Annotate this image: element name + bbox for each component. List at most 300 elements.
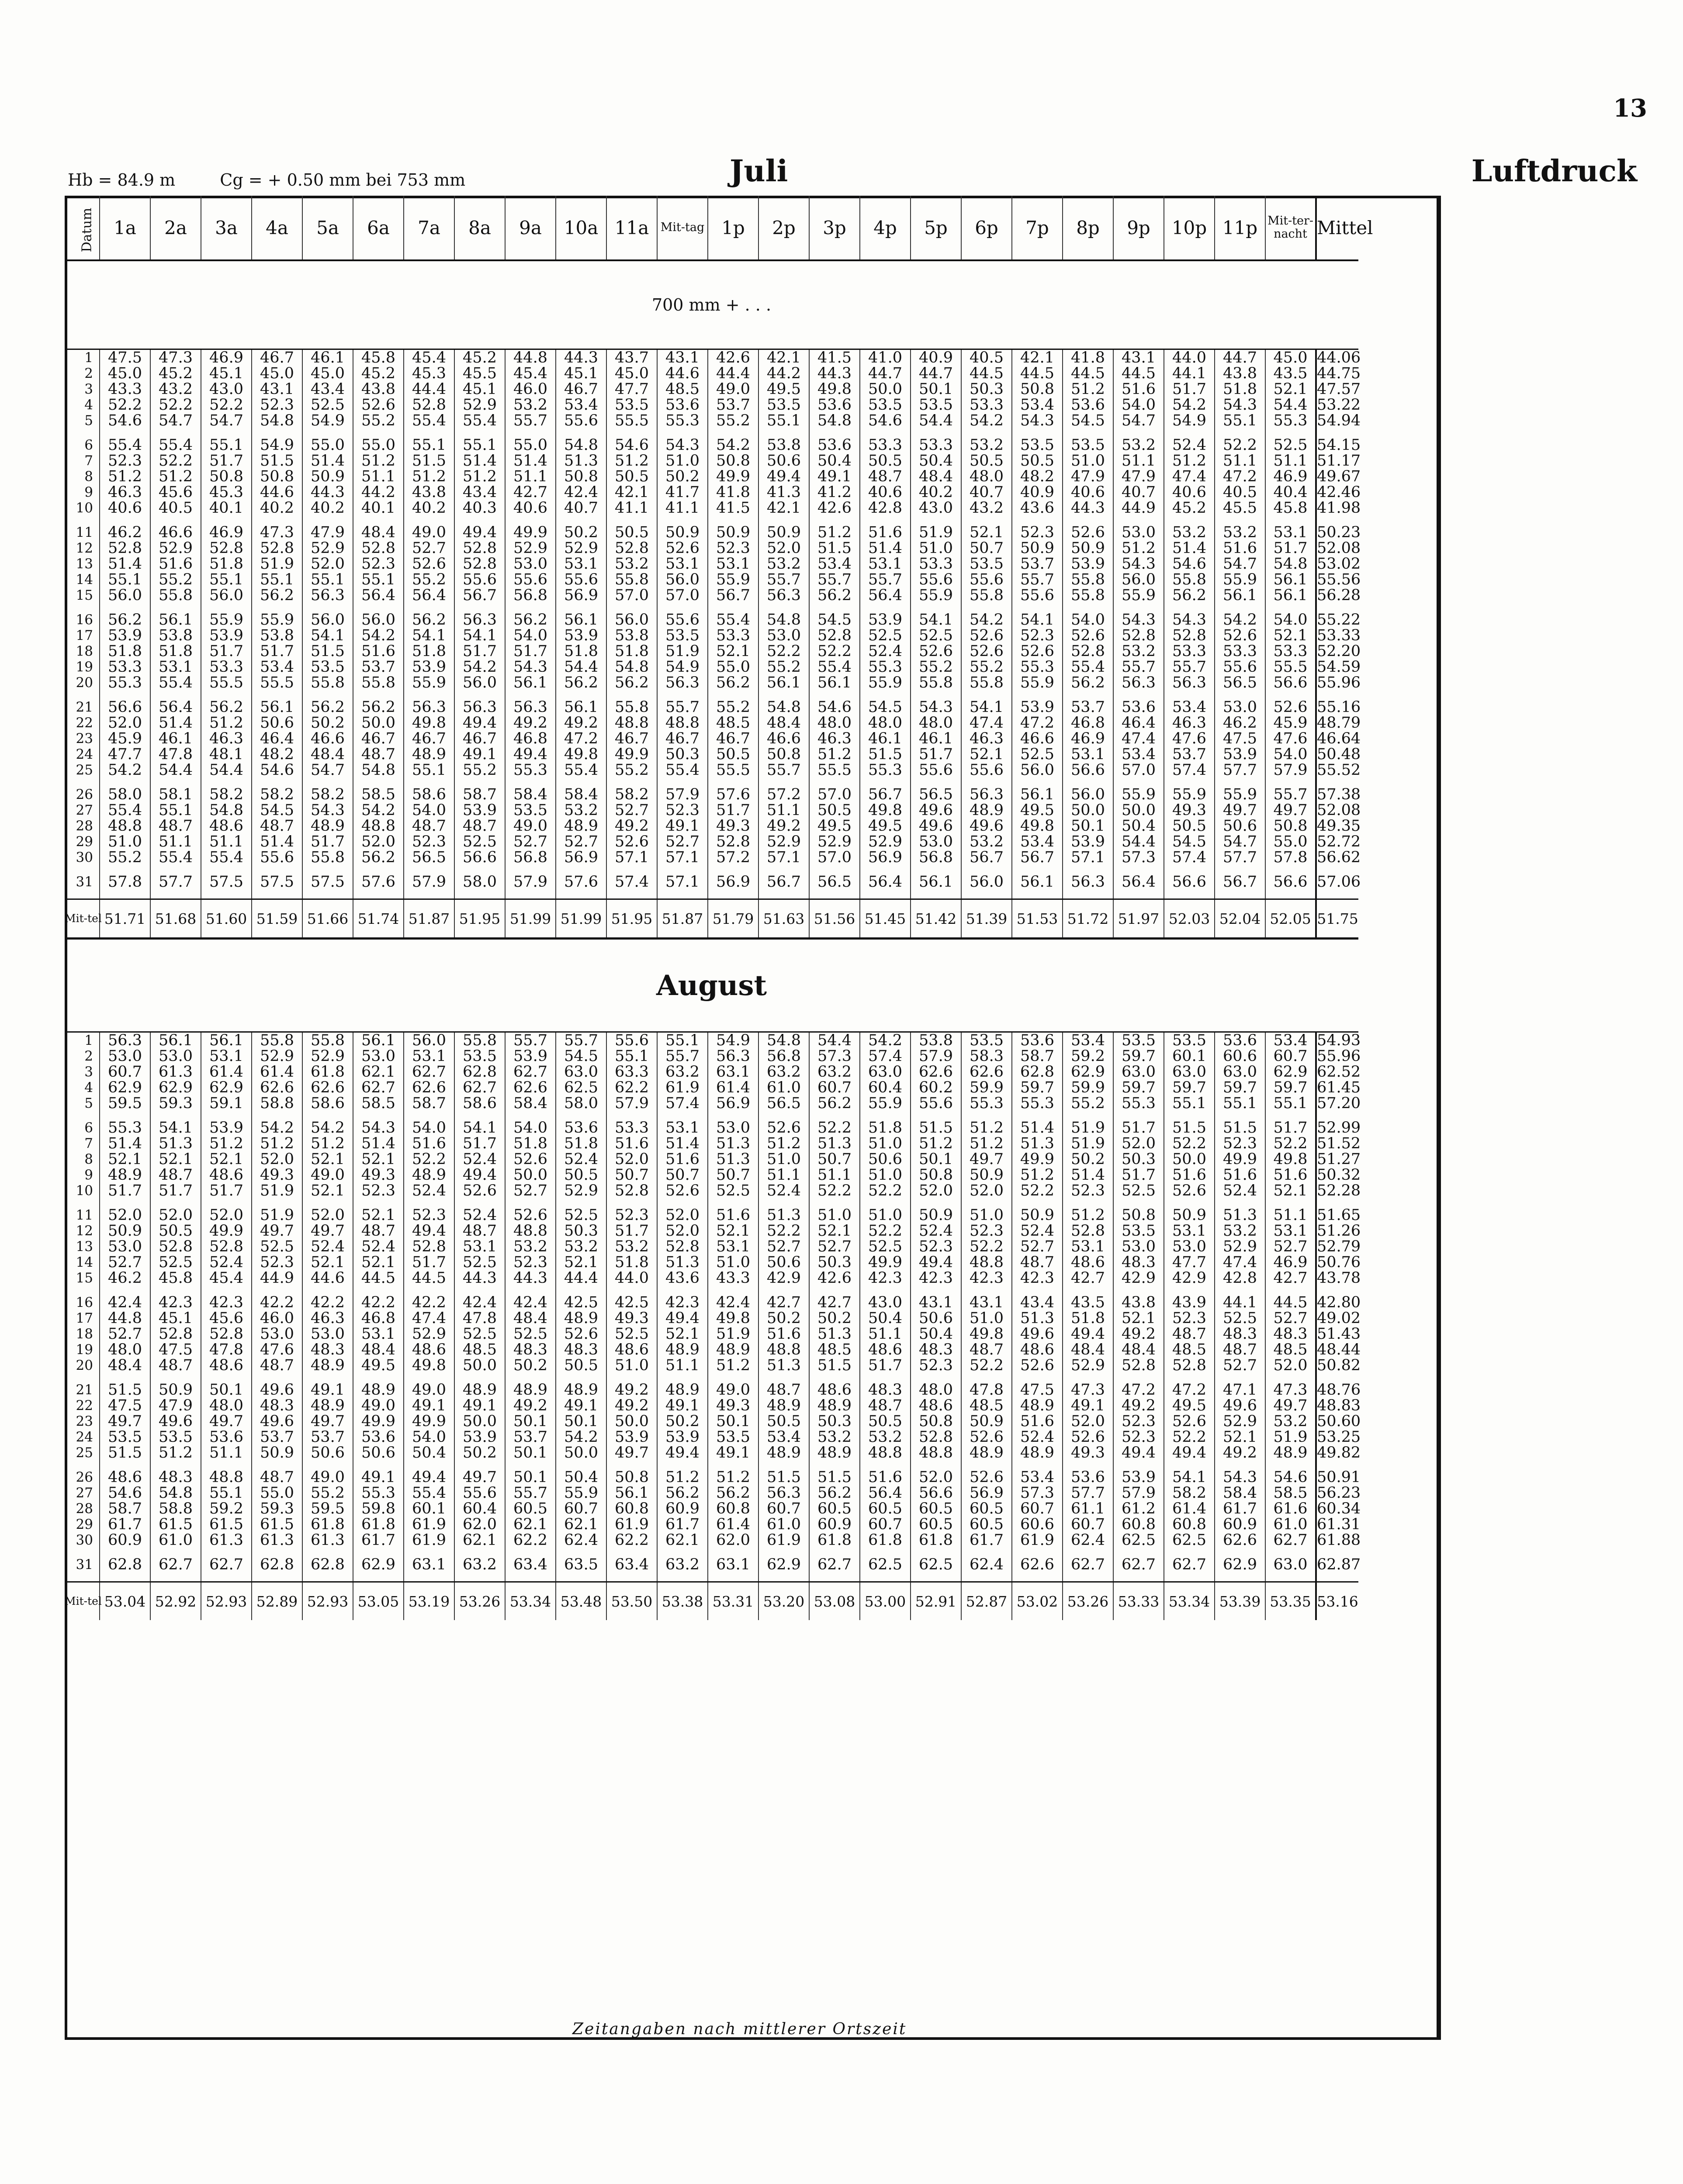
value-cell: 44.7	[1215, 349, 1265, 366]
value-cell: 50.5	[606, 469, 657, 484]
value-cell: 47.6	[1265, 731, 1316, 746]
value-cell: 62.6	[1012, 1557, 1063, 1572]
day-cell: 4	[84, 397, 93, 413]
table-row	[65, 1270, 1441, 1286]
value-cell: 51.0	[961, 1207, 1012, 1223]
value-cell: 55.8	[150, 587, 201, 603]
value-cell: 42.2	[252, 1295, 302, 1310]
value-cell: 60.7	[809, 1080, 860, 1095]
value-cell: 55.2	[150, 572, 201, 587]
value-cell: 45.1	[150, 1310, 201, 1326]
value-cell: 51.1	[505, 469, 556, 484]
value-cell: 62.6	[302, 1080, 353, 1095]
value-cell: 51.2	[961, 1136, 1012, 1151]
value-cell: 42.8	[860, 500, 911, 516]
station-header	[68, 170, 505, 190]
value-cell: 48.8	[911, 1445, 961, 1461]
value-cell: 60.5	[809, 1501, 860, 1517]
value-cell: 44.0	[1164, 349, 1215, 366]
value-cell: 48.9	[556, 1382, 606, 1398]
value-cell: 54.1	[454, 628, 505, 643]
value-cell: 55.16	[1317, 698, 1361, 716]
value-cell: 52.6	[454, 1183, 505, 1199]
value-cell: 55.8	[302, 675, 353, 691]
value-cell: 55.0	[708, 659, 758, 675]
value-cell: 44.8	[505, 349, 556, 366]
value-cell: 51.9	[708, 1326, 758, 1342]
value-cell: 56.1	[556, 699, 606, 715]
value-cell: 59.2	[1063, 1048, 1113, 1064]
value-cell: 49.5	[353, 1358, 404, 1373]
value-cell: 53.2	[961, 437, 1012, 453]
value-cell: 50.7	[657, 1167, 708, 1183]
value-cell: 53.5	[302, 659, 353, 675]
value-cell: 55.4	[201, 850, 252, 865]
value-cell: 42.5	[556, 1295, 606, 1310]
value-cell: 46.7	[404, 731, 454, 746]
table-row	[65, 1358, 1441, 1373]
value-cell: 61.31	[1317, 1516, 1361, 1533]
value-cell: 58.0	[556, 1095, 606, 1111]
value-cell: 52.4	[201, 1254, 252, 1270]
value-cell: 52.9	[809, 834, 860, 850]
value-cell: 51.3	[1012, 1310, 1063, 1326]
mittel-cell: 51.87	[404, 899, 454, 939]
value-cell: 56.2	[556, 675, 606, 691]
value-cell: 50.9	[1012, 1207, 1063, 1223]
value-cell: 53.0	[150, 1048, 201, 1064]
value-cell: 51.5	[100, 1445, 150, 1461]
value-cell: 50.0	[606, 1413, 657, 1429]
table-row	[65, 484, 1441, 500]
value-cell: 55.5	[252, 675, 302, 691]
value-cell: 49.8	[1012, 818, 1063, 834]
value-cell: 51.8	[150, 643, 201, 659]
value-cell: 49.2	[505, 715, 556, 731]
value-cell: 43.0	[860, 1295, 911, 1310]
value-cell: 52.7	[758, 1239, 809, 1254]
value-cell: 56.5	[404, 850, 454, 865]
value-cell: 50.60	[1317, 1413, 1361, 1430]
value-cell: 48.4	[1063, 1342, 1113, 1358]
value-cell: 55.7	[860, 572, 911, 587]
value-cell: 52.9	[758, 834, 809, 850]
value-cell: 46.6	[302, 731, 353, 746]
value-cell: 51.4	[353, 1136, 404, 1151]
value-cell: 51.5	[252, 453, 302, 469]
table-row	[65, 381, 1441, 397]
mittel-cell: 52.93	[201, 1582, 252, 1621]
value-cell: 50.9	[302, 469, 353, 484]
value-cell: 49.9	[201, 1223, 252, 1239]
value-cell: 43.1	[657, 349, 708, 366]
value-cell: 56.4	[860, 874, 911, 890]
value-cell: 58.7	[100, 1501, 150, 1517]
value-cell: 45.6	[201, 1310, 252, 1326]
day-cell: 17	[76, 1310, 93, 1326]
value-cell: 53.1	[708, 556, 758, 572]
value-cell: 53.3	[1215, 643, 1265, 659]
value-cell: 56.2	[657, 1485, 708, 1501]
value-cell: 51.7	[1113, 1167, 1164, 1183]
value-cell: 45.2	[150, 366, 201, 381]
value-cell: 51.1	[1215, 453, 1265, 469]
value-cell: 56.2	[606, 675, 657, 691]
value-cell: 49.0	[302, 1167, 353, 1183]
value-cell: 53.9	[1215, 746, 1265, 762]
value-cell: 52.72	[1317, 833, 1361, 850]
day-cell: 8	[84, 469, 93, 484]
value-cell: 53.7	[353, 659, 404, 675]
value-cell: 57.0	[809, 850, 860, 865]
value-cell: 57.4	[1164, 762, 1215, 778]
value-cell: 42.3	[911, 1270, 961, 1286]
value-cell: 63.0	[860, 1064, 911, 1080]
value-cell: 49.6	[150, 1413, 201, 1429]
value-cell: 52.6	[505, 1151, 556, 1167]
value-cell: 42.7	[758, 1295, 809, 1310]
value-cell: 53.9	[1063, 834, 1113, 850]
value-cell: 51.6	[353, 643, 404, 659]
value-cell: 48.4	[505, 1310, 556, 1326]
value-cell: 52.7	[404, 540, 454, 556]
value-cell: 52.5	[708, 1183, 758, 1199]
value-cell: 52.5	[860, 628, 911, 643]
value-cell: 62.5	[556, 1080, 606, 1095]
value-cell: 55.6	[911, 572, 961, 587]
value-cell: 60.5	[860, 1501, 911, 1517]
value-cell: 46.7	[252, 349, 302, 366]
value-cell: 63.2	[758, 1064, 809, 1080]
value-cell: 51.7	[911, 746, 961, 762]
value-cell: 52.1	[708, 1223, 758, 1239]
value-cell: 55.4	[404, 413, 454, 429]
value-cell: 47.57	[1317, 380, 1361, 398]
value-cell: 45.0	[606, 366, 657, 381]
value-cell: 54.7	[201, 413, 252, 429]
value-cell: 58.8	[150, 1501, 201, 1517]
value-cell: 47.3	[1265, 1382, 1316, 1398]
value-cell: 62.2	[606, 1532, 657, 1548]
value-cell: 53.2	[1265, 1413, 1316, 1429]
value-cell: 55.4	[708, 612, 758, 628]
value-cell: 56.2	[809, 1095, 860, 1111]
value-cell: 54.9	[302, 413, 353, 429]
value-cell: 62.4	[556, 1532, 606, 1548]
value-cell: 54.59	[1317, 658, 1361, 676]
value-cell: 53.0	[505, 556, 556, 572]
value-cell: 60.7	[860, 1517, 911, 1532]
value-cell: 56.5	[809, 874, 860, 890]
value-cell: 44.06	[1317, 349, 1361, 366]
value-cell: 45.2	[454, 349, 505, 366]
value-cell: 56.5	[911, 787, 961, 802]
value-cell: 52.8	[201, 1326, 252, 1342]
value-cell: 47.7	[606, 381, 657, 397]
value-cell: 42.46	[1317, 484, 1361, 501]
value-cell: 62.9	[1215, 1557, 1265, 1572]
value-cell: 52.6	[404, 556, 454, 572]
value-cell: 48.7	[353, 1223, 404, 1239]
value-cell: 58.5	[353, 787, 404, 802]
value-cell: 56.2	[353, 850, 404, 865]
value-cell: 50.4	[1113, 818, 1164, 834]
value-cell: 52.6	[657, 540, 708, 556]
table-row	[65, 746, 1441, 762]
value-cell: 53.0	[1113, 525, 1164, 540]
value-cell: 43.9	[1164, 1295, 1215, 1310]
value-cell: 53.6	[201, 1429, 252, 1445]
value-cell: 54.1	[1012, 612, 1063, 628]
value-cell: 49.2	[556, 715, 606, 731]
value-cell: 49.7	[961, 1151, 1012, 1167]
value-cell: 57.2	[708, 850, 758, 865]
value-cell: 51.5	[1164, 1120, 1215, 1136]
value-cell: 47.9	[302, 525, 353, 540]
value-cell: 55.4	[100, 437, 150, 453]
day-cell: 2	[84, 366, 93, 381]
value-cell: 50.1	[1063, 818, 1113, 834]
value-cell: 53.9	[657, 1429, 708, 1445]
value-cell: 49.4	[505, 746, 556, 762]
value-cell: 52.9	[556, 540, 606, 556]
value-cell: 57.9	[1265, 762, 1316, 778]
value-cell: 54.3	[302, 802, 353, 818]
value-cell: 53.5	[961, 1032, 1012, 1049]
value-cell: 43.0	[201, 381, 252, 397]
value-cell: 54.1	[150, 1120, 201, 1136]
value-cell: 59.8	[353, 1501, 404, 1517]
value-cell: 57.9	[606, 1095, 657, 1111]
value-cell: 55.6	[961, 762, 1012, 778]
value-cell: 52.0	[100, 1207, 150, 1223]
value-cell: 51.7	[1164, 381, 1215, 397]
value-cell: 52.5	[150, 1254, 201, 1270]
value-cell: 56.2	[708, 675, 758, 691]
value-cell: 48.9	[556, 818, 606, 834]
value-cell: 48.8	[505, 1223, 556, 1239]
value-cell: 42.3	[150, 1295, 201, 1310]
value-cell: 46.2	[1215, 715, 1265, 731]
value-cell: 53.7	[1063, 699, 1113, 715]
value-cell: 45.1	[201, 366, 252, 381]
value-cell: 56.3	[657, 675, 708, 691]
mittel-cell: 53.20	[758, 1582, 809, 1621]
value-cell: 42.80	[1317, 1294, 1361, 1311]
value-cell: 61.0	[758, 1080, 809, 1095]
value-cell: 63.2	[657, 1557, 708, 1572]
value-cell: 56.23	[1317, 1484, 1361, 1502]
table-row	[65, 1295, 1441, 1310]
value-cell: 42.5	[606, 1295, 657, 1310]
value-cell: 50.5	[556, 1167, 606, 1183]
value-cell: 49.8	[860, 802, 911, 818]
value-cell: 40.5	[150, 500, 201, 516]
value-cell: 50.5	[556, 1358, 606, 1373]
value-cell: 52.6	[961, 1469, 1012, 1485]
value-cell: 50.1	[505, 1413, 556, 1429]
value-cell: 48.9	[302, 818, 353, 834]
value-cell: 51.0	[708, 1254, 758, 1270]
value-cell: 47.2	[1113, 1382, 1164, 1398]
value-cell: 53.0	[353, 1048, 404, 1064]
value-cell: 46.0	[252, 1310, 302, 1326]
value-cell: 62.8	[100, 1557, 150, 1572]
section-title: August	[65, 939, 1358, 1032]
value-cell: 51.9	[252, 1183, 302, 1199]
value-cell: 48.7	[252, 1469, 302, 1485]
value-cell: 56.5	[1215, 675, 1265, 691]
value-cell: 51.2	[252, 1136, 302, 1151]
value-cell: 48.9	[404, 1167, 454, 1183]
value-cell: 46.9	[1265, 469, 1316, 484]
value-cell: 51.26	[1317, 1222, 1361, 1240]
value-cell: 52.6	[1164, 1183, 1215, 1199]
value-cell: 53.9	[1063, 556, 1113, 572]
value-cell: 51.0	[860, 1207, 911, 1223]
value-cell: 51.6	[860, 525, 911, 540]
value-cell: 52.3	[404, 834, 454, 850]
value-cell: 52.0	[1265, 1358, 1316, 1373]
value-cell: 60.8	[708, 1501, 758, 1517]
value-cell: 55.7	[1164, 659, 1215, 675]
value-cell: 62.6	[252, 1080, 302, 1095]
value-cell: 52.28	[1317, 1182, 1361, 1199]
value-cell: 57.3	[1113, 850, 1164, 865]
value-cell: 51.52	[1317, 1135, 1361, 1152]
value-cell: 57.7	[1215, 850, 1265, 865]
value-cell: 56.7	[1215, 874, 1265, 890]
value-cell: 53.9	[860, 612, 911, 628]
value-cell: 48.8	[100, 818, 150, 834]
value-cell: 46.3	[1164, 715, 1215, 731]
value-cell: 56.3	[505, 699, 556, 715]
value-cell: 40.9	[1012, 484, 1063, 500]
value-cell: 53.1	[556, 556, 606, 572]
value-cell: 57.4	[606, 874, 657, 890]
value-cell: 55.7	[556, 1032, 606, 1049]
value-cell: 52.5	[860, 1239, 911, 1254]
value-cell: 63.4	[606, 1557, 657, 1572]
value-cell: 50.3	[1113, 1151, 1164, 1167]
value-cell: 47.5	[100, 349, 150, 366]
value-cell: 58.3	[961, 1048, 1012, 1064]
table-row	[65, 1032, 1441, 1049]
value-cell: 55.3	[505, 762, 556, 778]
value-cell: 45.2	[1164, 500, 1215, 516]
value-cell: 62.0	[454, 1517, 505, 1532]
value-cell: 49.2	[606, 1398, 657, 1413]
value-cell: 61.9	[404, 1532, 454, 1548]
value-cell: 51.6	[708, 1207, 758, 1223]
mittel-cell: 51.66	[302, 899, 353, 939]
value-cell: 51.8	[556, 643, 606, 659]
value-cell: 52.2	[809, 643, 860, 659]
value-cell: 56.1	[150, 1032, 201, 1049]
value-cell: 54.3	[657, 437, 708, 453]
value-cell: 48.76	[1317, 1381, 1361, 1399]
table-row	[65, 1048, 1441, 1064]
value-cell: 62.4	[961, 1557, 1012, 1572]
value-cell: 42.1	[606, 484, 657, 500]
value-cell: 49.3	[353, 1167, 404, 1183]
value-cell: 49.0	[505, 818, 556, 834]
value-cell: 56.2	[505, 612, 556, 628]
value-cell: 58.2	[302, 787, 353, 802]
value-cell: 48.3	[1215, 1326, 1265, 1342]
value-cell: 49.1	[809, 469, 860, 484]
value-cell: 57.6	[708, 787, 758, 802]
value-cell: 53.33	[1317, 627, 1361, 644]
value-cell: 52.6	[1265, 699, 1316, 715]
value-cell: 52.9	[860, 834, 911, 850]
value-cell: 53.9	[454, 802, 505, 818]
value-cell: 46.3	[302, 1310, 353, 1326]
value-cell: 53.5	[1012, 437, 1063, 453]
value-cell: 51.6	[1113, 381, 1164, 397]
value-cell: 49.1	[454, 1398, 505, 1413]
value-cell: 55.2	[302, 1485, 353, 1501]
value-cell: 49.0	[353, 1398, 404, 1413]
value-cell: 47.8	[961, 1382, 1012, 1398]
value-cell: 52.8	[1164, 628, 1215, 643]
day-cell: 4	[84, 1080, 93, 1095]
value-cell: 51.2	[606, 453, 657, 469]
value-cell: 54.5	[556, 1048, 606, 1064]
value-cell: 55.4	[1063, 659, 1113, 675]
value-cell: 49.4	[454, 715, 505, 731]
value-cell: 61.7	[1215, 1501, 1265, 1517]
value-cell: 51.4	[1063, 1167, 1113, 1183]
value-cell: 52.8	[454, 556, 505, 572]
value-cell: 51.6	[657, 1151, 708, 1167]
value-cell: 55.4	[809, 659, 860, 675]
value-cell: 53.1	[657, 556, 708, 572]
value-cell: 54.2	[961, 612, 1012, 628]
value-cell: 50.7	[809, 1151, 860, 1167]
value-cell: 50.5	[860, 1413, 911, 1429]
value-cell: 55.5	[809, 762, 860, 778]
value-cell: 52.0	[353, 834, 404, 850]
value-cell: 48.6	[100, 1469, 150, 1485]
value-cell: 51.2	[353, 453, 404, 469]
value-cell: 44.5	[1113, 366, 1164, 381]
value-cell: 55.8	[1063, 587, 1113, 603]
value-cell: 54.7	[1215, 556, 1265, 572]
value-cell: 54.2	[708, 437, 758, 453]
value-cell: 51.5	[809, 540, 860, 556]
value-cell: 52.1	[1265, 628, 1316, 643]
table-row	[65, 397, 1441, 413]
value-cell: 40.6	[860, 484, 911, 500]
value-cell: 56.2	[100, 612, 150, 628]
table-row	[65, 1398, 1441, 1413]
value-cell: 49.3	[1063, 1445, 1113, 1461]
value-cell: 41.3	[758, 484, 809, 500]
value-cell: 49.5	[1164, 1398, 1215, 1413]
value-cell: 52.9	[150, 540, 201, 556]
value-cell: 48.9	[961, 1445, 1012, 1461]
table-row	[65, 762, 1441, 778]
value-cell: 54.8	[556, 437, 606, 453]
value-cell: 53.2	[606, 556, 657, 572]
value-cell: 48.5	[809, 1342, 860, 1358]
table-row	[65, 834, 1441, 850]
value-cell: 49.8	[961, 1326, 1012, 1342]
value-cell: 53.6	[809, 397, 860, 413]
value-cell: 55.4	[657, 762, 708, 778]
value-cell: 55.2	[708, 699, 758, 715]
